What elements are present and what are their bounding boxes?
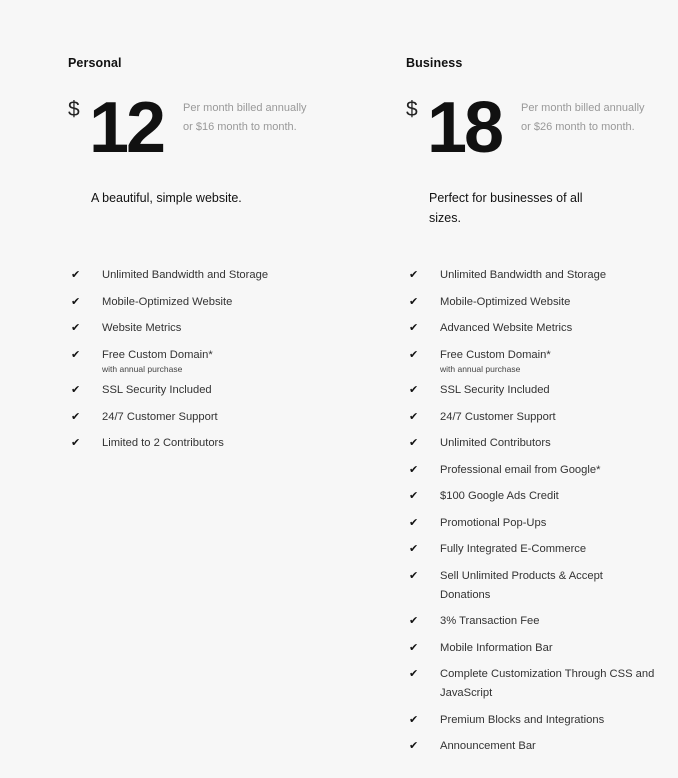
feature-text: Professional email from Google* bbox=[440, 463, 601, 476]
plan-tagline: A beautiful, simple website. bbox=[91, 191, 242, 205]
checkmark-icon: ✔ bbox=[71, 348, 81, 361]
checkmark-icon: ✔ bbox=[409, 410, 419, 423]
feature-item bbox=[406, 319, 655, 338]
plan-price: 12 bbox=[89, 88, 164, 168]
feature-item bbox=[406, 461, 655, 480]
checkmark-icon: ✔ bbox=[71, 384, 81, 396]
feature-item bbox=[406, 266, 655, 285]
feature-item bbox=[406, 737, 655, 756]
plan-tagline: Perfect for businesses of all sizes. bbox=[429, 191, 583, 225]
feature-item bbox=[406, 346, 655, 374]
feature-item bbox=[406, 408, 655, 427]
checkmark-icon: ✔ bbox=[409, 437, 419, 449]
feature-text: Mobile Information Bar bbox=[440, 641, 553, 654]
feature-text: 24/7 Customer Support bbox=[440, 410, 556, 423]
feature-text: 24/7 Customer Support bbox=[102, 410, 218, 423]
checkmark-icon: ✔ bbox=[409, 615, 419, 627]
feature-text: Unlimited Contributors bbox=[440, 437, 551, 449]
plan-name: Personal bbox=[68, 56, 122, 70]
feature-text: Mobile-Optimized Website bbox=[440, 295, 571, 308]
feature-text: Website Metrics bbox=[102, 322, 182, 334]
feature-item bbox=[406, 639, 655, 658]
checkmark-icon: ✔ bbox=[409, 569, 419, 582]
feature-item bbox=[68, 381, 268, 400]
feature-text: Announcement Bar bbox=[440, 740, 536, 752]
feature-text: SSL Security Included bbox=[440, 384, 550, 396]
checkmark-icon: ✔ bbox=[409, 269, 419, 281]
feature-item bbox=[406, 381, 655, 400]
feature-footnote: with annual purchase bbox=[440, 363, 521, 374]
feature-item bbox=[68, 346, 268, 374]
feature-item bbox=[406, 514, 655, 533]
plan-price: 18 bbox=[427, 88, 502, 168]
feature-text: Unlimited Bandwidth and Storage bbox=[102, 269, 269, 281]
checkmark-icon: ✔ bbox=[409, 490, 419, 502]
billing-note: Per month billed annually or $26 month to month. bbox=[521, 102, 645, 133]
feature-footnote: with annual purchase bbox=[102, 363, 183, 374]
checkmark-icon: ✔ bbox=[71, 322, 81, 334]
currency-symbol: $ bbox=[68, 98, 80, 121]
feature-text: Advanced Website Metrics bbox=[440, 322, 573, 334]
feature-text: Promotional Pop-Ups bbox=[440, 516, 547, 529]
feature-item bbox=[68, 319, 268, 338]
feature-text: SSL Security Included bbox=[102, 384, 212, 396]
checkmark-icon: ✔ bbox=[71, 410, 81, 423]
checkmark-icon: ✔ bbox=[409, 668, 419, 680]
feature-item bbox=[68, 408, 268, 427]
checkmark-icon: ✔ bbox=[409, 543, 419, 555]
checkmark-icon: ✔ bbox=[409, 516, 419, 529]
feature-item bbox=[68, 434, 268, 453]
plan-name: Business bbox=[406, 56, 463, 70]
feature-list bbox=[68, 266, 268, 461]
currency-symbol: $ bbox=[406, 98, 418, 121]
feature-item bbox=[406, 293, 655, 312]
feature-list bbox=[406, 266, 655, 764]
feature-item bbox=[406, 434, 655, 453]
feature-text: Premium Blocks and Integrations bbox=[440, 713, 605, 726]
feature-item bbox=[68, 266, 268, 285]
feature-text: Mobile-Optimized Website bbox=[102, 295, 233, 308]
feature-text: Sell Unlimited Products & Accept Donations bbox=[440, 569, 603, 601]
feature-item bbox=[406, 567, 655, 605]
checkmark-icon: ✔ bbox=[409, 463, 419, 476]
feature-item bbox=[406, 612, 655, 631]
feature-item bbox=[406, 665, 655, 703]
feature-text: Complete Customization Through CSS and JavaScript bbox=[440, 668, 655, 699]
feature-text: Free Custom Domain* bbox=[102, 348, 213, 361]
feature-text: Fully Integrated E-Commerce bbox=[440, 543, 587, 555]
feature-item bbox=[406, 711, 655, 730]
checkmark-icon: ✔ bbox=[409, 641, 419, 654]
checkmark-icon: ✔ bbox=[409, 740, 419, 752]
feature-item bbox=[68, 293, 268, 312]
checkmark-icon: ✔ bbox=[71, 437, 81, 449]
feature-text: Free Custom Domain* bbox=[440, 348, 551, 361]
feature-item bbox=[406, 487, 655, 506]
checkmark-icon: ✔ bbox=[409, 713, 419, 726]
checkmark-icon: ✔ bbox=[409, 384, 419, 396]
billing-note: Per month billed annually or $16 month to month. bbox=[183, 102, 307, 133]
feature-text: Unlimited Bandwidth and Storage bbox=[440, 269, 607, 281]
feature-text: 3% Transaction Fee bbox=[440, 615, 540, 627]
feature-item bbox=[406, 540, 655, 559]
checkmark-icon: ✔ bbox=[71, 295, 81, 308]
feature-text: $100 Google Ads Credit bbox=[440, 490, 559, 502]
checkmark-icon: ✔ bbox=[71, 269, 81, 281]
checkmark-icon: ✔ bbox=[409, 322, 419, 334]
checkmark-icon: ✔ bbox=[409, 295, 419, 308]
feature-text: Limited to 2 Contributors bbox=[102, 437, 224, 449]
checkmark-icon: ✔ bbox=[409, 348, 419, 361]
